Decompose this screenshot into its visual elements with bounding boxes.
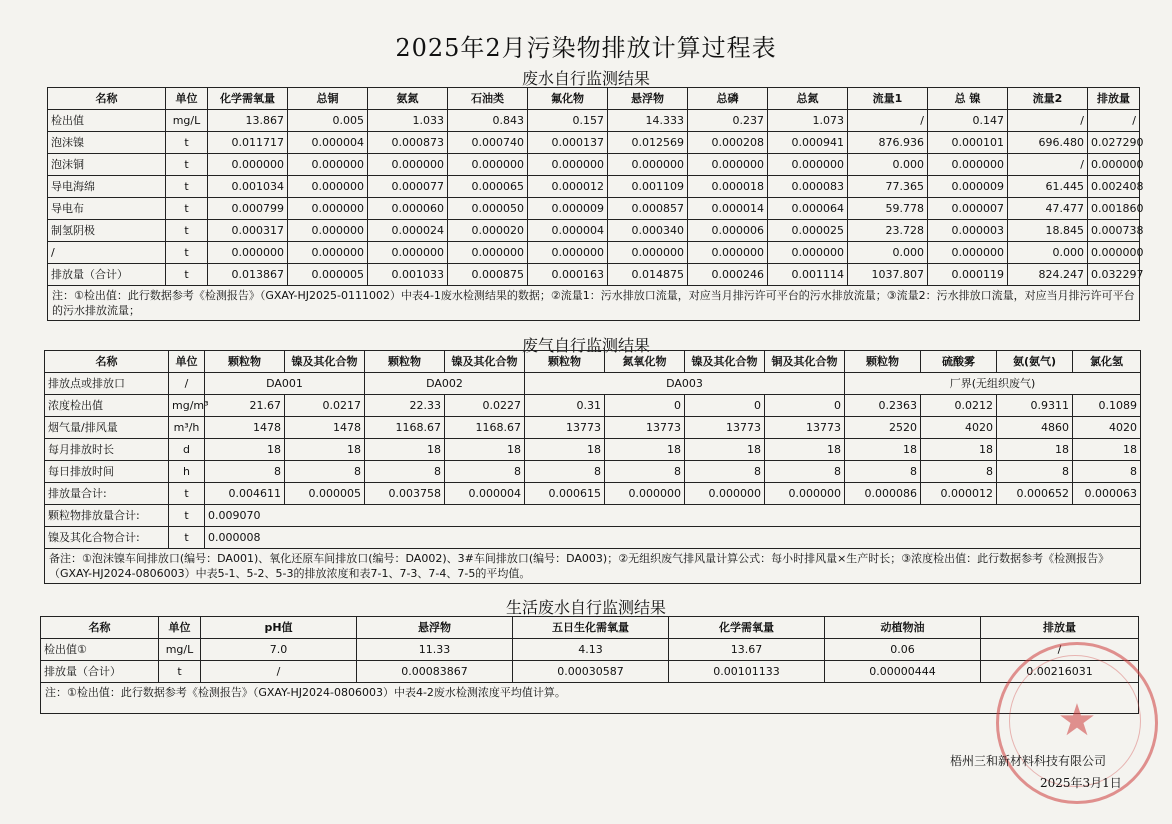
table-cell: 0.000615 (525, 483, 605, 505)
table-cell: t (159, 661, 201, 683)
table-cell: 876.936 (848, 132, 928, 154)
table-cell: 0.000740 (448, 132, 528, 154)
table-cell: 0.000000 (1088, 154, 1140, 176)
outlet-da002: DA002 (365, 373, 525, 395)
table-row (48, 132, 1140, 154)
domestic-header-row (41, 617, 1139, 639)
table-cell: 18 (285, 439, 365, 461)
column-header: 化学需氧量 (669, 617, 825, 639)
table-cell: 0.000857 (608, 198, 688, 220)
table-cell: 696.480 (1008, 132, 1088, 154)
table-cell: 0.000000 (1088, 242, 1140, 264)
table-cell: 0.000000 (768, 154, 848, 176)
row-label: 烟气量/排风量 (45, 417, 169, 439)
table-cell: 0.000000 (208, 242, 288, 264)
table-cell: 22.33 (365, 395, 445, 417)
table-cell: 0.147 (928, 110, 1008, 132)
column-header: 总铜 (288, 88, 368, 110)
table-row (41, 661, 1139, 683)
table-cell: / (981, 639, 1139, 661)
column-header: 悬浮物 (608, 88, 688, 110)
column-header: 动植物油 (825, 617, 981, 639)
document-title: 2025年2月污染物排放计算过程表 (395, 34, 777, 62)
table-cell: 0.0212 (921, 395, 997, 417)
wastegas-outlet-row (45, 373, 1141, 395)
table-cell: 18 (205, 439, 285, 461)
table-cell: 13773 (765, 417, 845, 439)
table-cell: 8 (921, 461, 997, 483)
table-cell: 0.000000 (928, 242, 1008, 264)
table-cell: 4020 (1073, 417, 1141, 439)
table-cell: 0.003758 (365, 483, 445, 505)
table-cell: 0.000020 (448, 220, 528, 242)
table-cell: 18 (845, 439, 921, 461)
outlet-boundary: 厂界(无组织废气) (845, 373, 1141, 395)
table-cell: 0.1089 (1073, 395, 1141, 417)
wastegas-section-title: 废气自行监测结果 (521, 336, 650, 355)
total-value: 0.000008 (205, 527, 1141, 549)
table-cell: 13.67 (669, 639, 825, 661)
table-cell: 0.000000 (688, 242, 768, 264)
table-cell: 18 (525, 439, 605, 461)
column-header: 氨氮 (368, 88, 448, 110)
table-cell: 0.001033 (368, 264, 448, 286)
table-cell: 0.000063 (1073, 483, 1141, 505)
row-label: 每月排放时长 (45, 439, 169, 461)
table-cell: 1.073 (768, 110, 848, 132)
table-cell: 8 (1073, 461, 1141, 483)
table-cell: 0.000101 (928, 132, 1008, 154)
table-cell: 0.237 (688, 110, 768, 132)
table-cell: 0.000000 (685, 483, 765, 505)
table-cell: t (166, 154, 208, 176)
table-cell: 0.002408 (1088, 176, 1140, 198)
column-header: 流量1 (848, 88, 928, 110)
table-row (48, 242, 1140, 264)
table-cell: d (169, 439, 205, 461)
table-cell: 0.000004 (288, 132, 368, 154)
row-label: 泡沫铜 (48, 154, 166, 176)
table-cell: 1168.67 (365, 417, 445, 439)
column-header: 氯化氢 (1073, 351, 1141, 373)
table-row (48, 154, 1140, 176)
table-cell: 0.000004 (445, 483, 525, 505)
column-header: 氨(氨气) (997, 351, 1073, 373)
column-header: 氮氧化物 (605, 351, 685, 373)
table-cell: 0.032297 (1088, 264, 1140, 286)
table-cell: 18 (921, 439, 997, 461)
table-cell: 0.011717 (208, 132, 288, 154)
table-cell: 4020 (921, 417, 997, 439)
column-header: pH值 (201, 617, 357, 639)
table-cell: 0.000000 (688, 154, 768, 176)
table-cell: 13773 (525, 417, 605, 439)
table-cell: / (201, 661, 357, 683)
table-cell: 0.000077 (368, 176, 448, 198)
table-cell: t (169, 483, 205, 505)
column-header: 总 镍 (928, 88, 1008, 110)
table-cell: 0.000000 (608, 242, 688, 264)
table-cell: 0.000000 (528, 154, 608, 176)
table-cell: 8 (285, 461, 365, 483)
row-label: / (48, 242, 166, 264)
outlet-da003: DA003 (525, 373, 845, 395)
column-header: 镍及其化合物 (285, 351, 365, 373)
table-cell: t (166, 198, 208, 220)
row-label: 检出值 (48, 110, 166, 132)
table-row (45, 395, 1141, 417)
table-cell: 0.000014 (688, 198, 768, 220)
table-cell: 0.000006 (688, 220, 768, 242)
row-label: 浓度检出值 (45, 395, 169, 417)
table-cell: t (166, 264, 208, 286)
table-cell: 0.000 (848, 242, 928, 264)
table-cell: t (166, 220, 208, 242)
table-cell: 0.001034 (208, 176, 288, 198)
table-cell: 0 (605, 395, 685, 417)
column-header: 颗粒物 (205, 351, 285, 373)
table-cell: 0.000738 (1088, 220, 1140, 242)
table-cell: / (848, 110, 928, 132)
column-header: 颗粒物 (365, 351, 445, 373)
column-header: 石油类 (448, 88, 528, 110)
table-cell: h (169, 461, 205, 483)
table-cell: 0.001109 (608, 176, 688, 198)
column-header: 名称 (41, 617, 159, 639)
outlet-label: 排放点或排放口 (45, 373, 169, 395)
column-header: 流量2 (1008, 88, 1088, 110)
table-row (45, 461, 1141, 483)
column-header: 五日生化需氧量 (513, 617, 669, 639)
column-header: 悬浮物 (357, 617, 513, 639)
table-cell: 0.000163 (528, 264, 608, 286)
table-cell: 13773 (605, 417, 685, 439)
column-header: 名称 (45, 351, 169, 373)
column-header: 颗粒物 (525, 351, 605, 373)
table-cell: 0.012569 (608, 132, 688, 154)
table-cell: / (1008, 154, 1088, 176)
row-label: 泡沫镍 (48, 132, 166, 154)
wastegas-total-row (45, 505, 1141, 527)
table-cell: 77.365 (848, 176, 928, 198)
table-cell: 0.000000 (368, 242, 448, 264)
outlet-unit: / (169, 373, 205, 395)
table-cell: m³/h (169, 417, 205, 439)
wastegas-table (44, 350, 1141, 584)
table-cell: 18.845 (1008, 220, 1088, 242)
table-cell: 0.000000 (448, 242, 528, 264)
table-cell: 0.000 (848, 154, 928, 176)
table-cell: 824.247 (1008, 264, 1088, 286)
table-cell: 0.000873 (368, 132, 448, 154)
table-cell: 13773 (685, 417, 765, 439)
table-cell: 0.000941 (768, 132, 848, 154)
table-cell: 1478 (285, 417, 365, 439)
row-label: 制氢阴极 (48, 220, 166, 242)
table-cell: / (1088, 110, 1140, 132)
table-row (48, 220, 1140, 242)
table-cell: 18 (365, 439, 445, 461)
table-cell: 14.333 (608, 110, 688, 132)
wastegas-note: 备注：①泡沫镍车间排放口(编号：DA001)、氧化还原车间排放口(编号：DA002)、3#车间排放口(编号：DA003)；②无组织废气排风量计算公式：每小时排风量×生产时长；③浓度检出值：此行数据参考《检测报告》（GXAY-HJ2024-0806003）中表5-1、5-2、5-3的排放浓度和表7-1、7-3、7-4、7-5的平均值。 (45, 549, 1141, 584)
table-cell: 18 (605, 439, 685, 461)
column-header: 单位 (169, 351, 205, 373)
table-cell: 0.000119 (928, 264, 1008, 286)
table-cell: 0.000000 (288, 198, 368, 220)
column-header: 总磷 (688, 88, 768, 110)
column-header: 铜及其化合物 (765, 351, 845, 373)
table-row (41, 639, 1139, 661)
table-cell: 0.00101133 (669, 661, 825, 683)
table-cell: 0.000000 (368, 154, 448, 176)
table-cell: 1.033 (368, 110, 448, 132)
table-cell: 0.000000 (288, 176, 368, 198)
table-cell: 0.000000 (288, 154, 368, 176)
table-row (48, 198, 1140, 220)
total-label: 颗粒物排放量合计: (45, 505, 169, 527)
table-cell: 8 (605, 461, 685, 483)
table-cell: 0.000003 (928, 220, 1008, 242)
total-unit: t (169, 505, 205, 527)
row-label: 检出值① (41, 639, 159, 661)
table-cell: 0.000137 (528, 132, 608, 154)
table-cell: 61.445 (1008, 176, 1088, 198)
table-cell: 8 (765, 461, 845, 483)
row-label: 导电海绵 (48, 176, 166, 198)
table-cell: 4860 (997, 417, 1073, 439)
table-cell: t (166, 176, 208, 198)
table-cell: 11.33 (357, 639, 513, 661)
table-cell: 0.000875 (448, 264, 528, 286)
table-cell: 0.000000 (208, 154, 288, 176)
table-cell: 0.00000444 (825, 661, 981, 683)
table-cell: 1037.807 (848, 264, 928, 286)
table-cell: 0 (685, 395, 765, 417)
table-cell: 18 (997, 439, 1073, 461)
table-cell: 0.000799 (208, 198, 288, 220)
table-cell: 0.9311 (997, 395, 1073, 417)
column-header: 硫酸雾 (921, 351, 997, 373)
table-cell: 8 (445, 461, 525, 483)
column-header: 排放量 (1088, 88, 1140, 110)
table-cell: 0.004611 (205, 483, 285, 505)
column-header: 氟化物 (528, 88, 608, 110)
column-header: 颗粒物 (845, 351, 921, 373)
table-cell: 2520 (845, 417, 921, 439)
table-cell: 23.728 (848, 220, 928, 242)
table-cell: 0.000009 (928, 176, 1008, 198)
row-label: 导电布 (48, 198, 166, 220)
table-cell: 7.0 (201, 639, 357, 661)
table-row (45, 439, 1141, 461)
table-cell: 0.000018 (688, 176, 768, 198)
column-header: 排放量 (981, 617, 1139, 639)
table-cell: 18 (685, 439, 765, 461)
domestic-table (40, 616, 1139, 714)
table-cell: 0.843 (448, 110, 528, 132)
table-cell: 0.000000 (605, 483, 685, 505)
total-unit: t (169, 527, 205, 549)
table-cell: 0.000246 (688, 264, 768, 286)
table-cell: 0.014875 (608, 264, 688, 286)
table-cell: 0.000004 (528, 220, 608, 242)
table-cell: 0.000000 (288, 220, 368, 242)
table-cell: 0.00083867 (357, 661, 513, 683)
table-cell: 0.31 (525, 395, 605, 417)
table-cell: 0.000012 (921, 483, 997, 505)
table-row (48, 264, 1140, 286)
table-row (48, 176, 1140, 198)
column-header: 镍及其化合物 (685, 351, 765, 373)
table-cell: 0.005 (288, 110, 368, 132)
table-cell: 8 (685, 461, 765, 483)
table-cell: 0.000005 (288, 264, 368, 286)
row-label: 每日排放时间 (45, 461, 169, 483)
wastewater-table (47, 87, 1144, 321)
table-cell: 0.000007 (928, 198, 1008, 220)
wastegas-total-row (45, 527, 1141, 549)
row-label: 排放量（合计） (48, 264, 166, 286)
table-cell: mg/L (159, 639, 201, 661)
table-cell: 0.027290 (1088, 132, 1140, 154)
table-cell: 0.001860 (1088, 198, 1140, 220)
table-cell: 18 (1073, 439, 1141, 461)
table-cell: 1168.67 (445, 417, 525, 439)
seal-star-icon: ★ (1057, 695, 1097, 746)
domestic-note: 注：①检出值：此行数据参考《检测报告》（GXAY-HJ2024-0806003）中表4-2废水检测浓度平均值计算。 (41, 683, 1139, 714)
table-cell: 0.013867 (208, 264, 288, 286)
table-cell: 0.000064 (768, 198, 848, 220)
table-cell: t (166, 132, 208, 154)
table-cell: 0.000000 (768, 242, 848, 264)
table-cell: t (166, 242, 208, 264)
total-value: 0.009070 (205, 505, 1141, 527)
table-cell: 0.0227 (445, 395, 525, 417)
table-cell: 0.157 (528, 110, 608, 132)
table-cell: 8 (997, 461, 1073, 483)
table-cell: 0.000086 (845, 483, 921, 505)
table-cell: 0.000005 (285, 483, 365, 505)
table-cell: 0.000000 (608, 154, 688, 176)
table-cell: 0.0217 (285, 395, 365, 417)
table-cell: 8 (845, 461, 921, 483)
wastegas-header-row (45, 351, 1141, 373)
table-cell: 13.867 (208, 110, 288, 132)
table-cell: 18 (765, 439, 845, 461)
table-row (45, 483, 1141, 505)
table-cell: 1478 (205, 417, 285, 439)
table-cell: 0.000083 (768, 176, 848, 198)
table-cell: 0.000317 (208, 220, 288, 242)
table-cell: 47.477 (1008, 198, 1088, 220)
column-header: 名称 (48, 88, 166, 110)
table-cell: 4.13 (513, 639, 669, 661)
table-cell: 0.000000 (288, 242, 368, 264)
table-cell: 18 (445, 439, 525, 461)
table-cell: 8 (525, 461, 605, 483)
company-name: 梧州三和新材料科技有限公司 (950, 754, 1107, 768)
table-cell: 0.000652 (997, 483, 1073, 505)
table-cell: 0.2363 (845, 395, 921, 417)
table-cell: / (1008, 110, 1088, 132)
table-cell: 0.000000 (765, 483, 845, 505)
table-cell: 0.000000 (528, 242, 608, 264)
table-cell: 0.000208 (688, 132, 768, 154)
table-cell: 0.000050 (448, 198, 528, 220)
table-cell: 0.06 (825, 639, 981, 661)
table-cell: 8 (205, 461, 285, 483)
table-cell: mg/L (166, 110, 208, 132)
wastewater-note: 注：①检出值：此行数据参考《检测报告》（GXAY-HJ2025-0111002）中表4-1废水检测结果的数据；②流量1：污水排放口流量，对应当月排污许可平台的污水排放流量；③流量2：污水排放口流量，对应当月排污许可平台的污水排放流量； (48, 286, 1140, 321)
table-cell: 0.00030587 (513, 661, 669, 683)
column-header: 镍及其化合物 (445, 351, 525, 373)
table-cell: 0.000060 (368, 198, 448, 220)
table-cell: 0.00216031 (981, 661, 1139, 683)
table-cell: 21.67 (205, 395, 285, 417)
table-cell: 0.000340 (608, 220, 688, 242)
table-cell: mg/m³ (169, 395, 205, 417)
table-cell: 0 (765, 395, 845, 417)
table-cell: 0.000 (1008, 242, 1088, 264)
table-row (45, 417, 1141, 439)
domestic-section-title: 生活废水自行监测结果 (505, 598, 666, 617)
table-cell: 59.778 (848, 198, 928, 220)
table-cell: 8 (365, 461, 445, 483)
table-cell: 0.000009 (528, 198, 608, 220)
table-cell: 0.000025 (768, 220, 848, 242)
table-row (48, 110, 1140, 132)
table-cell: 0.001114 (768, 264, 848, 286)
column-header: 总氮 (768, 88, 848, 110)
table-cell: 0.000065 (448, 176, 528, 198)
table-cell: 0.000000 (448, 154, 528, 176)
total-label: 镍及其化合物合计: (45, 527, 169, 549)
report-date: 2025年3月1日 (1040, 776, 1122, 790)
column-header: 化学需氧量 (208, 88, 288, 110)
outlet-da001: DA001 (205, 373, 365, 395)
row-label: 排放量（合计） (41, 661, 159, 683)
table-cell: 0.000024 (368, 220, 448, 242)
column-header: 单位 (159, 617, 201, 639)
table-cell: 0.000000 (928, 154, 1008, 176)
wastewater-section-title: 废水自行监测结果 (521, 69, 650, 88)
table-cell: 0.000012 (528, 176, 608, 198)
row-label: 排放量合计: (45, 483, 169, 505)
wastewater-header-row (48, 88, 1140, 110)
column-header: 单位 (166, 88, 208, 110)
